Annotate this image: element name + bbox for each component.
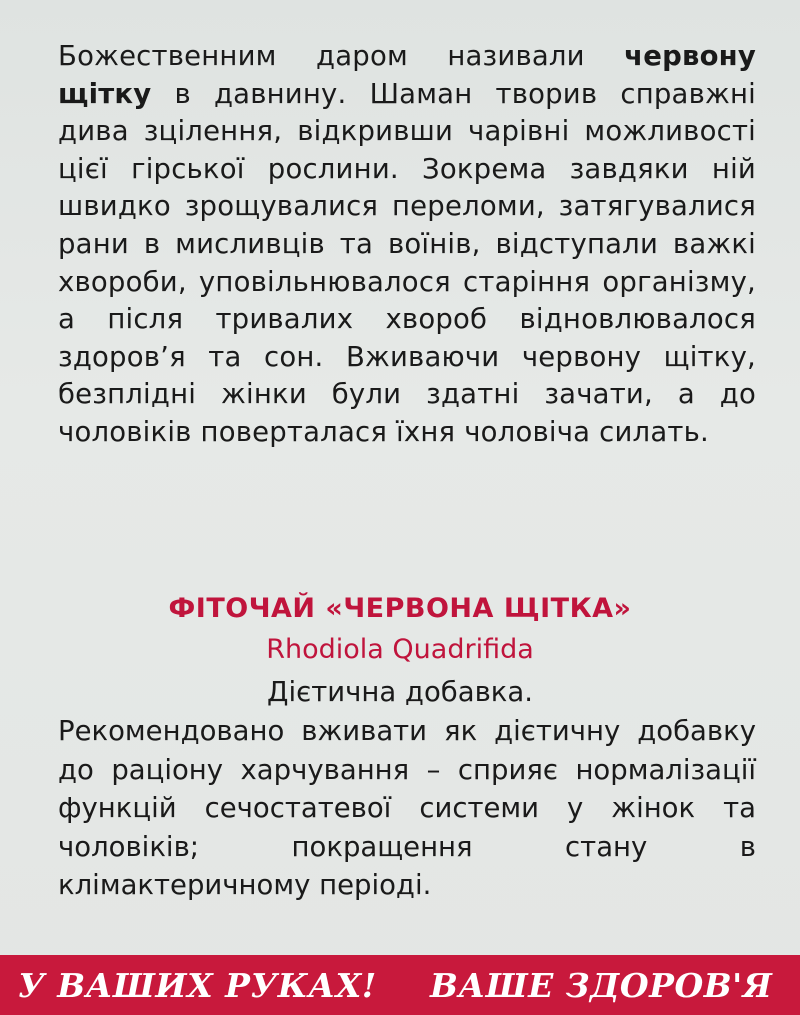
- intro-paragraph: [58, 38, 756, 452]
- latin-name: Rhodiola Quadrifida: [266, 634, 534, 665]
- recommendation-paragraph: Рекомендовано вживати як дієтичну добавку до раціону харчування – сприяє нормалізації функцій сечостатевої системи у жінок та чоловіків; покращення стану в клімактеричному періоді.: [58, 715, 756, 902]
- intro-text-start: Божественним даром називали: [58, 40, 625, 72]
- slogan-banner: [0, 955, 800, 1015]
- product-title: ФІТОЧАЙ «ЧЕРВОНА ЩІТКА»: [168, 593, 632, 624]
- intro-highlight: червону щітку: [58, 40, 756, 110]
- banner-slogan-right: ВАШЕ ЗДОРОВ'Я: [430, 966, 773, 1005]
- intro-text-end: в давнину. Шаман творив справжні дива зцілення, відкривши чарівні можливості цієї гірської рослини. Зокрема завдяки ній швидко зрощувалися переломи, затягувалися рани в мисливців та воїнів, відступали важкі хвороби, уповільнювалося старіння організму, а після тривалих хвороб відновлювалося здоров’я та сон. Вживаючи червону щітку, безплідні жінки були здатні зачати, а до чоловіків поверталася їхня чоловіча силать.: [58, 77, 756, 448]
- product-subtitle: Дієтична добавка.: [267, 676, 533, 708]
- banner-slogan-left: У ВАШИХ РУКАХ!: [18, 966, 377, 1005]
